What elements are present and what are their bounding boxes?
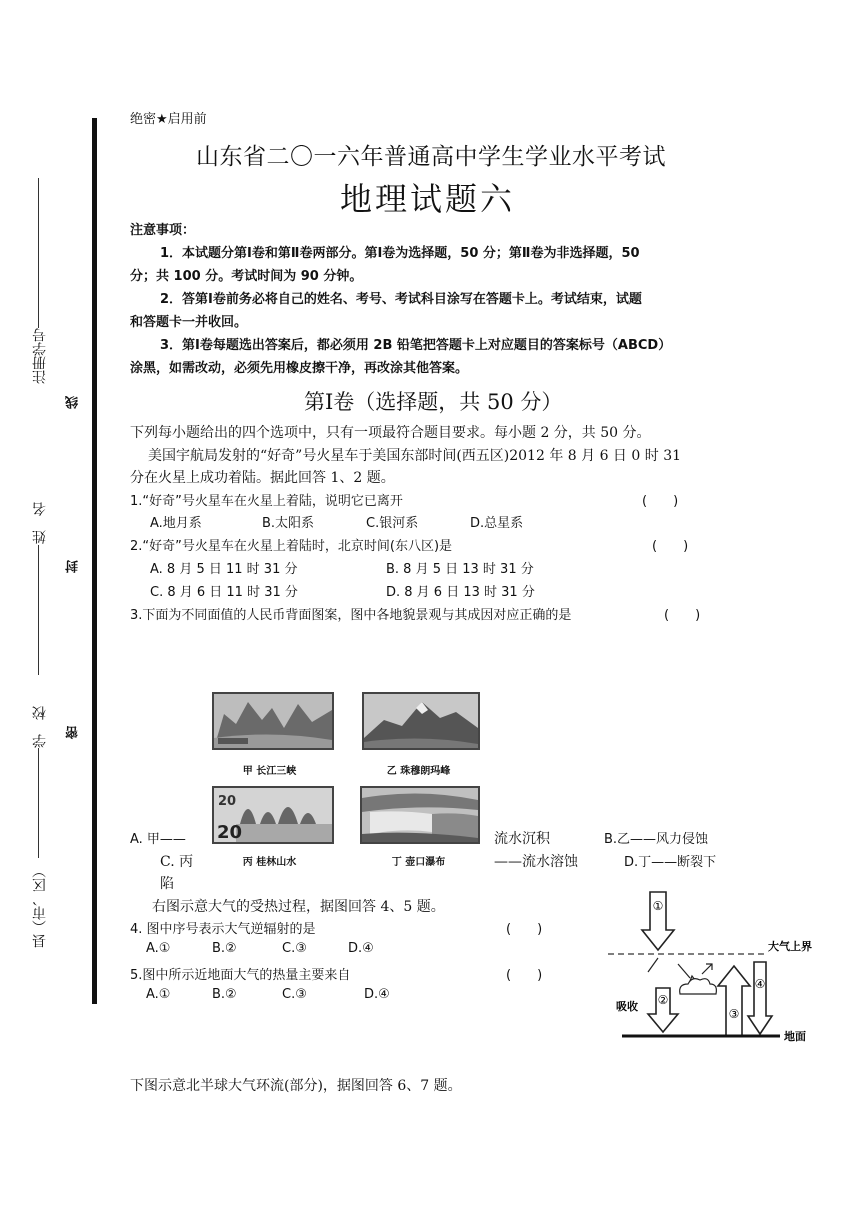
q45-intro: 右图示意大气的受热过程，据图回答 4、5 题。 [152,899,445,915]
banknote-everest [362,692,480,750]
caption-bing: 丙 桂林山水 [242,857,297,868]
binding-bar [92,118,97,1004]
name-field-line [38,545,39,675]
q4-option-b: B.② [212,941,237,956]
q4-option-d: D.④ [348,941,374,956]
note-value-top: 20 [218,794,237,809]
id-label: 注册学号 [32,328,48,384]
q2-option-c: C. 8 月 6 日 11 时 31 分 [150,585,298,600]
q2-option-a: A. 8 月 5 日 11 时 31 分 [150,562,298,577]
q1-stem: 1.“好奇”号火星车在火星上着陆，说明它已离开 [130,494,403,509]
banknote-hukou-waterfall [360,786,480,844]
arrow-4-label: ④ [754,977,766,991]
secret-mark: 密 [66,726,81,739]
arrow-3 [718,966,750,1036]
seal-mark: 封 [66,560,81,573]
q3-option-b: B.乙——风力侵蚀 [604,832,709,847]
banknote-guilin [212,786,334,844]
q3-option-c-cont: ——流水溶蚀 [494,854,578,870]
notice-item2: 2．答第Ⅰ卷前务必将自己的姓名、考号、考试科目涂写在答题卡上。考试结束，试题 [160,292,642,307]
q5-option-a: A.① [146,987,171,1002]
passage-1-cont: 分在火星上成功着陆。据此回答 1、2 题。 [130,470,395,486]
notice-item3: 3．第Ⅰ卷每题选出答案后，都必须用 2B 铅笔把答题卡上对应题目的答案标号（ABCD） [160,338,672,353]
ground-label: 地面 [784,1030,806,1043]
q4-stem: 4. 图中序号表示大气逆辐射的是 [130,922,316,937]
notice-item3-cont: 涂黑，如需改动，必须先用橡皮擦干净，再改涂其他答案。 [130,361,469,376]
line-mark: 线 [66,396,81,409]
school-label: 学 校 [32,706,48,748]
q3-answer-paren: ( ) [664,608,701,623]
secret-label: 绝密★启用前 [130,112,207,127]
section-intro: 下列每小题给出的四个选项中，只有一项最符合题目要求。每小题 2 分，共 50 分。 [130,425,651,441]
absorb-label: 吸收 [616,1000,638,1013]
section-title: 第Ⅰ卷（选择题，共 50 分） [304,390,563,414]
next-question-intro: 下图示意北半球大气环流(部分)，据图回答 6、7 题。 [130,1078,462,1094]
atmosphere-heating-diagram [608,888,830,1048]
notice-item2-cont: 和答题卡一并收回。 [130,315,248,330]
notice-item1: 1．本试题分第Ⅰ卷和第Ⅱ卷两部分。第Ⅰ卷为选择题，50 分；第Ⅱ卷为非选择题，50 [160,246,640,261]
q5-stem: 5.图中所示近地面大气的热量主要来自 [130,968,351,983]
q2-stem: 2.“好奇”号火星车在火星上着陆时，北京时间(东八区)是 [130,539,453,554]
caption-yi: 乙 珠穆朗玛峰 [386,766,451,777]
paper-title: 地理试题六 [340,180,516,218]
cloud-icon [680,979,717,994]
q3-stem: 3.下面为不同面值的人民币背面图案，图中各地貌景观与其成因对应正确的是 [130,608,572,623]
q4-option-c: C.③ [282,941,307,956]
notice-item1-cont: 分；共 100 分。考试时间为 90 分钟。 [130,269,363,284]
caption-ding: 丁 壶口瀑布 [391,857,446,868]
q5-option-d: D.④ [364,987,390,1002]
q3-option-c: C. 丙 [160,854,194,870]
id-field-line [38,178,39,328]
q1-option-a: A.地月系 [150,516,202,531]
q2-option-d: D. 8 月 6 日 13 时 31 分 [386,585,535,600]
county-label: 县（市、区） [32,864,48,948]
arrow-3-label: ③ [728,1007,740,1021]
reflect-arrow-left [648,958,658,972]
note-value-bottom: 20 [217,822,243,842]
q1-option-c: C.银河系 [366,516,419,531]
name-label: 姓 名 [32,502,48,544]
q5-option-c: C.③ [282,987,307,1002]
q1-answer-paren: ( ) [642,494,679,509]
passage-1: 美国宇航局发射的“好奇”号火星车于美国东部时间(西五区)2012 年 8 月 6 日 0 时 31 [148,448,682,464]
notice-heading: 注意事项： [130,223,196,238]
q3-option-d-cont: 陷 [160,876,174,892]
q2-option-b: B. 8 月 5 日 13 时 31 分 [386,562,534,577]
caption-jia: 甲 长江三峡 [242,766,297,777]
q2-answer-paren: ( ) [652,539,689,554]
school-field-line [38,748,39,858]
atmosphere-top-label: 大气上界 [768,940,812,953]
q1-option-d: D.总星系 [470,516,524,531]
q3-option-d: D.丁——断裂下 [624,855,717,870]
q5-option-b: B.② [212,987,237,1002]
q3-option-a-cont: 流水沉积 [494,831,550,847]
arrow-2-label: ② [657,993,669,1007]
arrow-4 [748,962,772,1034]
reflect-arrow-up [702,964,712,974]
q4-answer-paren: ( ) [506,922,543,937]
q5-answer-paren: ( ) [506,968,543,983]
arrow-1-label: ① [652,899,664,913]
reflect-arrow-right [678,964,690,978]
exam-title: 山东省二〇一六年普通高中学生学业水平考试 [196,144,666,170]
banknote-three-gorges [212,692,334,750]
q1-option-b: B.太阳系 [262,516,315,531]
q3-option-a: A. 甲—— [130,832,186,847]
q4-option-a: A.① [146,941,171,956]
